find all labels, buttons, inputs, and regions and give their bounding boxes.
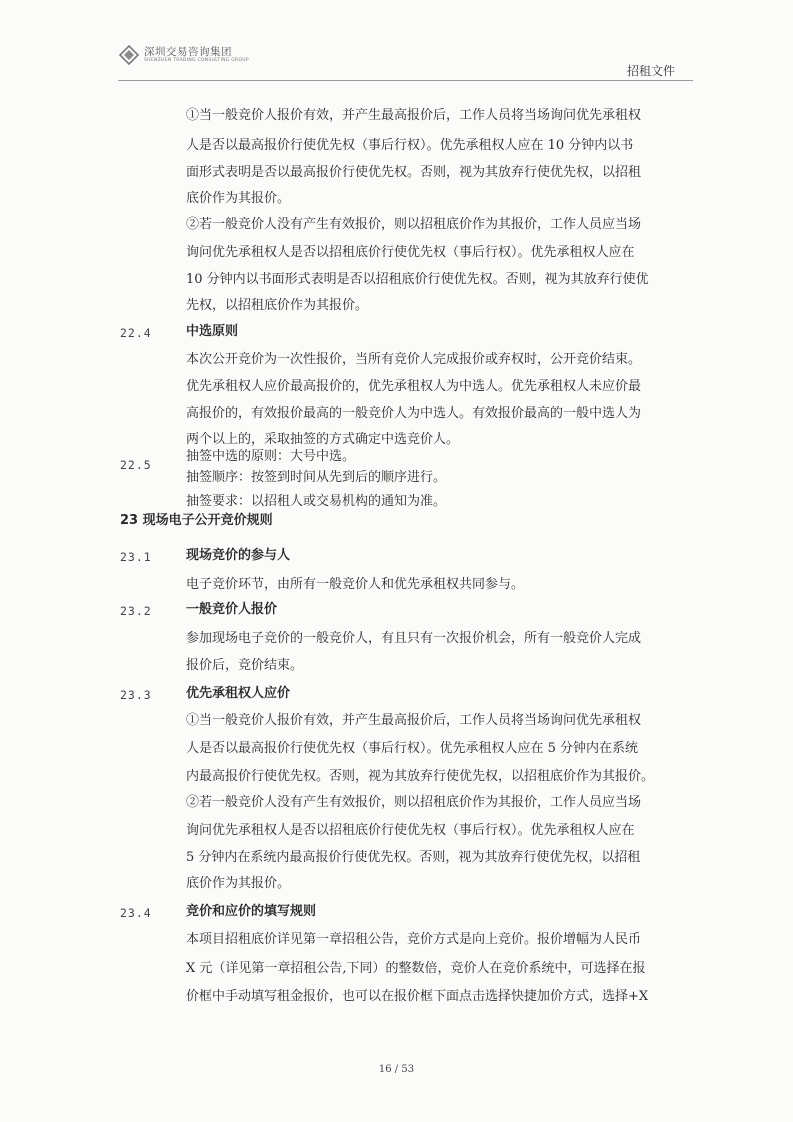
body-line: 电子竞价环节，由所有一般竞价人和优先承租权共同参与。 [186,577,525,592]
body-line: ①当一般竞价人报价有效，并产生最高报价后，工作人员将当场询问优先承租权 [186,108,642,123]
body-line: 底价作为其报价。 [186,876,291,891]
body-line: 10 分钟内以书面形式表明是否以招租底价行使优先权。否则，视为其放弃行使优 [186,272,649,287]
body-line: 本次公开竞价为一次性报价，当所有竞价人完成报价或弃权时，公开竞价结束。 [186,352,642,367]
chapter-heading: 23 现场电子公开竞价规则 [120,513,273,528]
section-number: 23.4 [120,906,152,920]
section-number: 23.2 [120,604,152,618]
section-number: 22.4 [120,326,152,340]
logo-chinese-name: 深圳交易咨询集团 [144,45,232,58]
body-line: 参加现场电子竞价的一般竞价人，有且只有一次报价机会，所有一般竞价人完成 [186,631,642,646]
body-line: 底价作为其报价。 [186,191,291,206]
section-title: 现场竞价的参与人 [186,548,291,563]
body-line: ①当一般竞价人报价有效，并产生最高报价后，工作人员将当场询问优先承租权 [186,713,642,728]
section-title: 竞价和应价的填写规则 [186,904,317,919]
body-line: ②若一般竞价人没有产生有效报价，则以招租底价作为其报价，工作人员应当场 [186,795,642,810]
section-title: 优先承租权人应价 [186,686,291,701]
body-line: 抽签顺序：按签到时间从先到后的顺序进行。 [186,470,447,485]
logo-english-name: SHENZHEN TRADING CONSULTING GROUP [144,58,249,63]
page-number: 16 / 53 [378,1064,415,1075]
body-line: X 元（详见第一章招租公告,下同）的整数倍，竞价人在竞价系统中，可选择在报 [186,961,646,976]
logo-mark-icon [118,44,140,66]
body-line: 本项目招租底价详见第一章招租公告，竞价方式是向上竞价。报价增幅为人民币 [186,932,642,947]
section-number: 23.3 [120,688,152,702]
section-title: 中选原则 [186,324,239,339]
body-line: 高报价的，有效报价最高的一般竞价人为中选人。有效报价最高的一般中选人为 [186,406,642,421]
page-header [0,0,793,82]
section-title: 一般竞价人报价 [186,602,278,617]
body-line: 抽签中选的原则：大号中选。 [186,449,356,464]
body-line: 优先承租权人应价最高报价的，优先承租权人为中选人。优先承租权人未应价最 [186,379,642,394]
body-line: 先权，以招租底价作为其报价。 [186,298,369,313]
document-type-label: 招租文件 [626,64,675,78]
section-number: 23.1 [120,550,152,564]
body-line: 人是否以最高报价行使优先权（事后行权）。优先承租权人应在 10 分钟内以书 [186,138,634,153]
body-line: 两个以上的，采取抽签的方式确定中选竞价人。 [186,432,460,447]
company-logo [118,44,249,66]
body-line: ②若一般竞价人没有产生有效报价，则以招租底价作为其报价，工作人员应当场 [186,217,642,232]
body-line: 询问优先承租权人是否以招租底价行使优先权（事后行权）。优先承租权人应在 [186,245,635,260]
section-number: 22.5 [120,458,152,472]
body-line: 5 分钟内在系统内最高报价行使优先权。否则，视为其放弃行使优先权，以招租 [186,850,641,865]
body-line: 价框中手动填写租金报价，也可以在报价框下面点击选择快捷加价方式，选择+X [186,989,649,1004]
header-divider [118,80,693,81]
body-line: 抽签要求：以招租人或交易机构的通知为准。 [186,494,447,509]
body-line: 询问优先承租权人是否以招租底价行使优先权（事后行权）。优先承租权人应在 [186,823,635,838]
body-line: 报价后，竞价结束。 [186,658,304,673]
body-line: 人是否以最高报价行使优先权（事后行权）。优先承租权人应在 5 分钟内在系统 [186,741,639,756]
body-line: 内最高报价行使优先权。否则，视为其放弃行使优先权，以招租底价作为其报价。 [186,769,655,784]
body-line: 面形式表明是否以最高报价行使优先权。否则，视为其放弃行使优先权，以招租 [186,165,642,180]
